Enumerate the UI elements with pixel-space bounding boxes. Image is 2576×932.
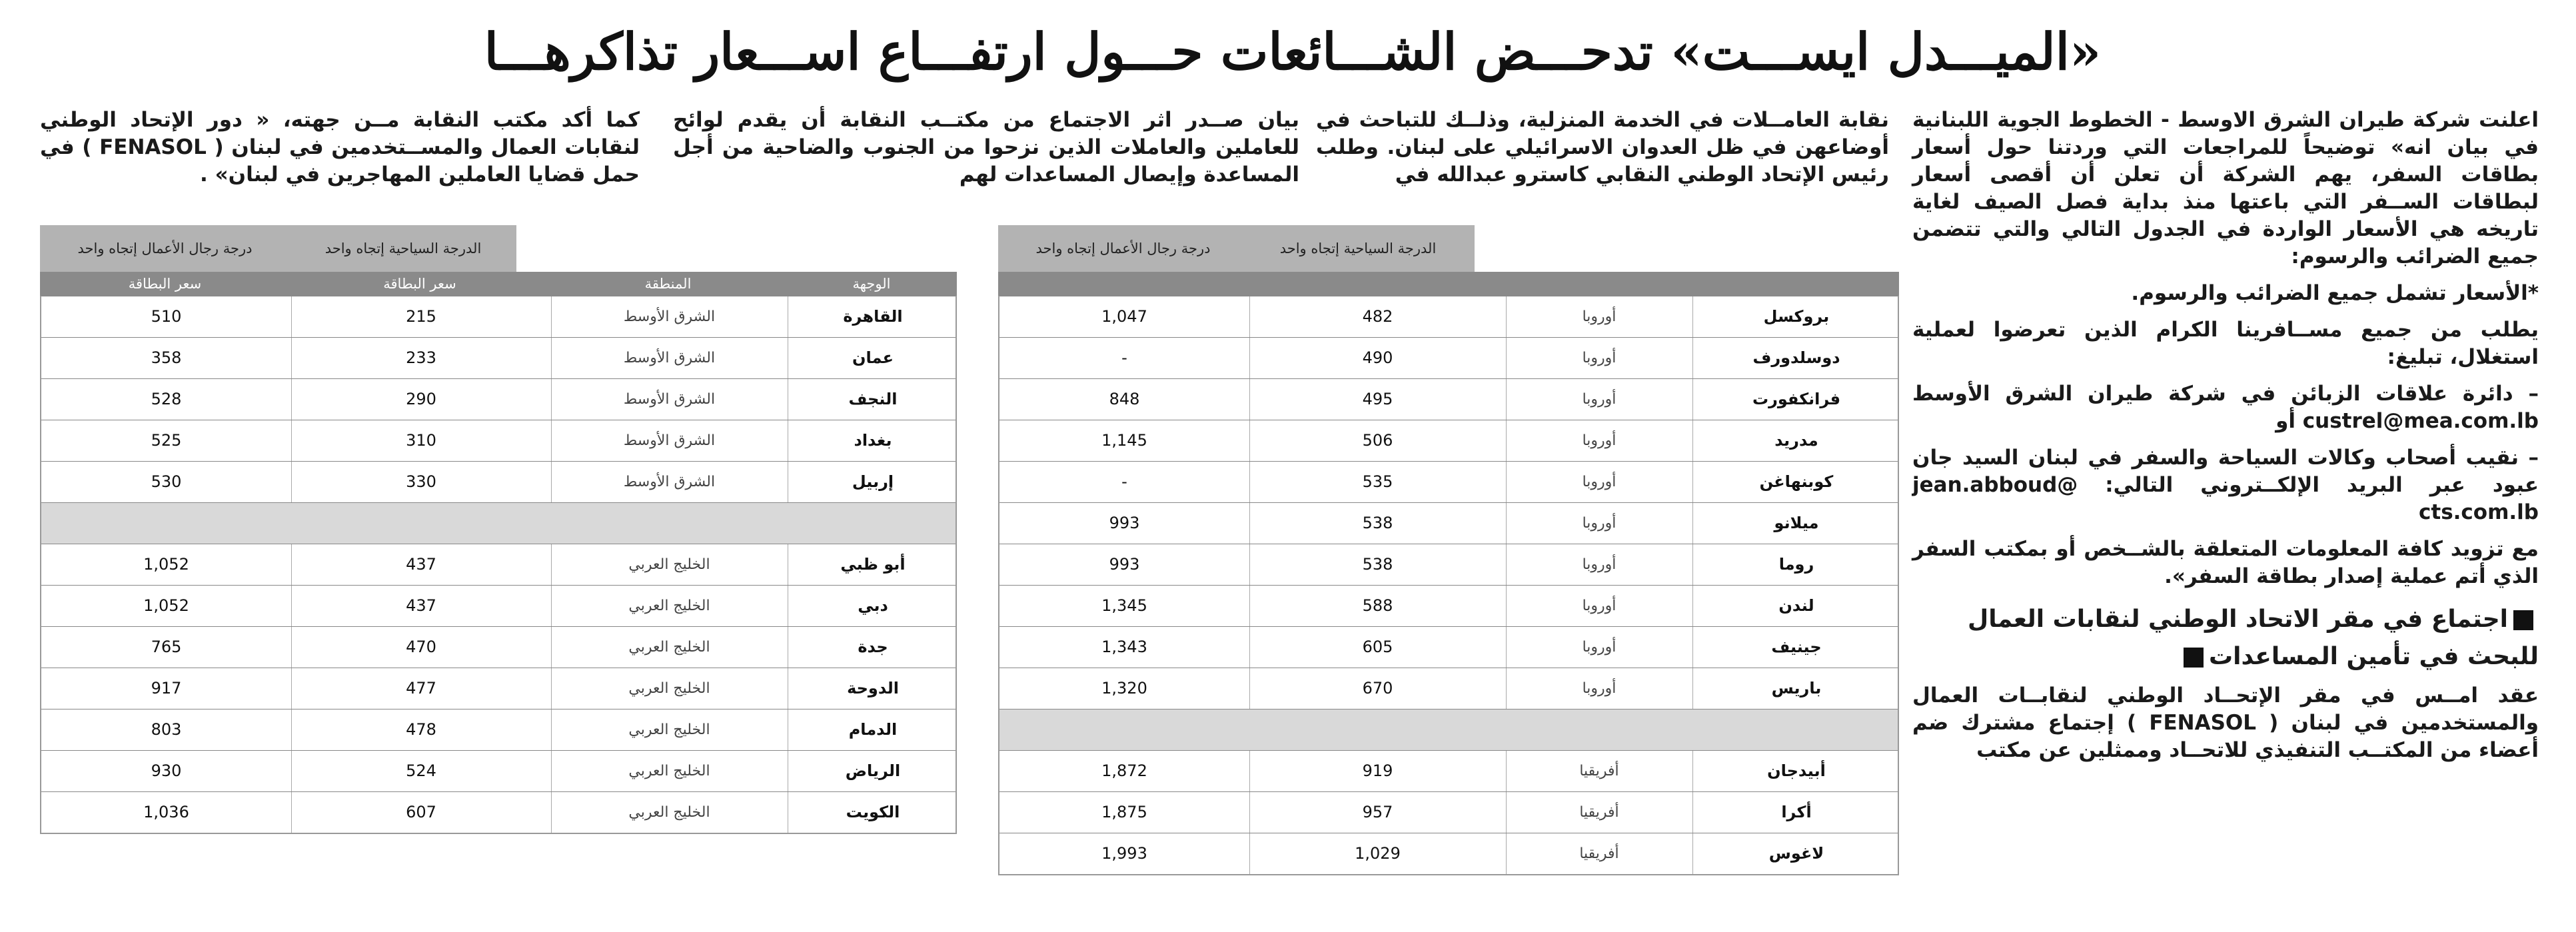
column-divider [551,627,552,668]
cell-region: أوروبا [1582,391,1616,408]
cell-economy-price: 957 [1362,803,1393,821]
cell-economy-price: 490 [1362,348,1393,367]
column-divider [1692,668,1693,709]
column-divider [1506,544,1507,585]
section-separator-row [999,709,1898,750]
column-divider [291,709,292,750]
column-divider [551,462,552,502]
column-divider [291,627,292,668]
cell-business-price: 510 [151,307,182,326]
cell-destination: ميلانو [1774,514,1819,532]
cell-destination: الدوحة [847,679,899,698]
cell-economy-price: 535 [1362,472,1393,491]
cell-economy-price: 607 [406,803,436,821]
table-tab-strip [40,225,516,272]
column-divider [1692,544,1693,585]
cell-destination: بروكسل [1763,307,1830,326]
cell-business-price: 358 [151,348,182,367]
cell-region: الشرق الأوسط [623,391,716,408]
cell-destination: النجف [848,390,898,408]
column-divider [1506,668,1507,709]
column-divider [1692,338,1693,378]
col1-paragraph-5: – نقيب أصحاب وكالات السياحة والسفر في لبنان السيد جان عبود عبر البريد الإلكــتروني التالي: @jean.abboud cts.com.lb [1912,446,2539,524]
cell-economy-price: 470 [406,638,436,656]
column-divider [1249,462,1250,502]
cell-business-price: 1,145 [1101,431,1147,450]
cell-economy-price: 482 [1362,307,1393,326]
table-row [41,378,956,420]
table-row [41,585,956,626]
article-column-3 [673,107,1299,189]
column-divider [1249,544,1250,585]
cell-business-price: - [1121,472,1127,491]
column-divider [291,338,292,378]
table-row [41,337,956,378]
table-row [999,296,1898,337]
cell-business-price: 1,036 [143,803,189,821]
col1-paragraph-1: اعلنت شركة طيران الشرق الاوسط - الخطوط الجوية اللبنانية في بيان انه» توضيحاً للمراجعات التي وردتنا حول أسعار بطاقات السفر، يهم الشركة أن تعلن أن أقصى أسعار لبطاقات الســفر التي باعتها منذ بداية فصل الصيف لغاية تاريخه هي الأسعار الواردة في الجدول التالي والتي تتضمن جميع الضرائب والرسوم: [1912,108,2539,268]
column-divider [1249,792,1250,833]
cell-region: أوروبا [1582,556,1616,573]
header-dest: الوجهة [852,276,891,292]
cell-business-price: 917 [151,679,182,698]
cell-economy-price: 605 [1362,638,1393,656]
table-header-band [998,272,1899,296]
column-divider [1506,296,1507,337]
header-region: المنطقة [644,276,692,292]
cell-destination: جدة [858,638,888,656]
cell-destination: كوبنهاغن [1759,472,1834,491]
column-divider [1249,379,1250,420]
cell-economy-price: 1,029 [1355,844,1401,863]
table-tab-strip [998,225,1475,272]
cell-business-price: 1,047 [1101,307,1147,326]
cell-destination: روما [1778,555,1814,574]
cell-economy-price: 524 [406,761,436,780]
cell-business-price: 1,993 [1101,844,1147,863]
cell-region: أفريقيا [1579,763,1619,779]
cell-region: أفريقيا [1579,804,1619,821]
column-divider [551,709,552,750]
col2-paragraph: نقابة العامــلات في الخدمة المنزلية، وذلــك للتباحث في أوضاعهن في ظل العدوان الاسرائيلي على لبنان. وطلب رئيس الإتحاد الوطني النقابي كاسترو عبدالله في [1316,108,1889,187]
cell-region: الخليج العربي [628,804,710,821]
col1-paragraph-4: – دائرة علاقات الزبائن في شركة طيران الشرق الأوسط custrel@mea.com.lb أو [1912,382,2539,433]
table-row [41,668,956,709]
column-divider [291,420,292,461]
table-row [41,626,956,668]
cell-business-price: 1,320 [1101,679,1147,698]
table-body [998,296,1899,875]
cell-destination: لندن [1778,596,1814,615]
cell-destination: أكرا [1781,803,1812,821]
article-column-2 [1316,107,1889,189]
table-row [41,709,956,750]
table-header-band [40,272,957,296]
column-divider [1692,296,1693,337]
cell-destination: الرياض [845,761,901,780]
column-divider [551,668,552,709]
fares-table-middle-east-gulf [40,225,957,866]
cell-region: الخليج العربي [628,680,710,697]
column-divider [551,751,552,791]
table-row [999,420,1898,461]
cell-business-price: 1,875 [1101,803,1147,821]
cell-business-price: 765 [151,638,182,656]
cell-economy-price: 233 [406,348,436,367]
column-divider [1692,462,1693,502]
cell-destination: إربيل [852,472,894,491]
cell-region: أوروبا [1582,680,1616,697]
column-divider [1249,420,1250,461]
cell-destination: مدريد [1774,431,1818,450]
tab-business-one-way: درجة رجال الأعمال إتجاه واحد [1035,240,1211,256]
cell-economy-price: 538 [1362,555,1393,574]
col1-paragraph-3: يطلب من جميع مســافرينا الكرام الذين تعرضوا لعملية استغلال، تبليغ: [1912,318,2539,369]
column-divider [1506,627,1507,668]
cell-region: الشرق الأوسط [623,308,716,325]
column-divider [551,544,552,585]
column-divider [1692,420,1693,461]
header-economy-price: سعر البطاقة [383,276,456,292]
column-divider [1506,792,1507,833]
cell-business-price: 930 [151,761,182,780]
column-divider [291,668,292,709]
cell-business-price: 1,345 [1101,596,1147,615]
cell-region: الشرق الأوسط [623,474,716,490]
headline: «الميـــدل ايســـت» تدحـــض الشـــائعات حـــول ارتفـــاع اســـعار تذاكرهـــا [484,22,2102,81]
cell-economy-price: 919 [1362,761,1393,780]
cell-economy-price: 538 [1362,514,1393,532]
column-divider [1692,751,1693,791]
cell-region: الخليج العربي [628,598,710,614]
column-divider [1506,462,1507,502]
table-row [999,544,1898,585]
col3-paragraph: بيان صــدر اثر الاجتماع من مكتــب النقابة أن يقدم لوائح للعاملين والعاملات الذين نزحوا من الجنوب والضاحية من أجل المساعدة وإيصال المساعدات لهم [673,108,1299,187]
column-divider [1692,792,1693,833]
cell-destination: دوسلدورف [1752,348,1840,367]
column-divider [551,379,552,420]
column-divider [551,338,552,378]
cell-economy-price: 437 [406,555,436,574]
table-row [999,337,1898,378]
cell-business-price: 1,343 [1101,638,1147,656]
column-divider [1692,503,1693,544]
column-divider [1692,833,1693,874]
col1-paragraph-6: مع تزويد كافة المعلومات المتعلقة بالشــخص أو بمكتب السفر الذي أتم عملية إصدار بطاقة السفر». [1912,537,2539,588]
cell-economy-price: 290 [406,390,436,408]
cell-destination: القاهرة [843,307,903,326]
column-divider [291,792,292,833]
column-divider [1506,503,1507,544]
cell-destination: أبو ظبي [840,555,906,574]
table-row [999,791,1898,833]
cell-destination: الدمام [848,720,898,739]
tab-economy-one-way: الدرجة السياحية إتجاه واحد [324,240,482,256]
cell-economy-price: 506 [1362,431,1393,450]
cell-region: الخليج العربي [628,721,710,738]
column-divider [291,544,292,585]
cell-economy-price: 310 [406,431,436,450]
article-column-1 [1912,107,2539,773]
column-divider [1249,503,1250,544]
cell-destination: باريس [1771,679,1822,698]
table-row [999,502,1898,544]
column-divider [1506,379,1507,420]
cell-destination: فرانكفورت [1752,390,1841,408]
cell-economy-price: 588 [1362,596,1393,615]
column-divider [1506,833,1507,874]
cell-region: أوروبا [1582,308,1616,325]
table-row [999,833,1898,874]
cell-economy-price: 330 [406,472,436,491]
cell-economy-price: 478 [406,720,436,739]
cell-region: أوروبا [1582,432,1616,449]
cell-business-price: 993 [1109,555,1140,574]
cell-region: الخليج العربي [628,639,710,656]
cell-destination: دبي [858,596,888,615]
table-row [41,461,956,502]
column-divider [1692,627,1693,668]
cell-business-price: 993 [1109,514,1140,532]
cell-region: الشرق الأوسط [623,350,716,366]
column-divider [1506,751,1507,791]
cell-region: أوروبا [1582,474,1616,490]
column-divider [1692,379,1693,420]
column-divider [1506,420,1507,461]
table-row [999,626,1898,668]
tab-business-one-way: درجة رجال الأعمال إتجاه واحد [77,240,253,256]
cell-destination: عمان [852,348,894,367]
table-row [41,791,956,833]
column-divider [291,462,292,502]
column-divider [291,751,292,791]
cell-destination: الكويت [846,803,900,821]
column-divider [1249,627,1250,668]
table-row [999,461,1898,502]
table-row [999,668,1898,709]
cell-business-price: 1,872 [1101,761,1147,780]
column-divider [551,792,552,833]
table-row [999,585,1898,626]
column-divider [551,586,552,626]
cell-destination: لاغوس [1768,844,1824,863]
table-row [41,750,956,791]
cell-business-price: 528 [151,390,182,408]
column-divider [1249,586,1250,626]
section-separator-row [41,502,956,544]
column-divider [1506,338,1507,378]
fares-table-europe-africa [998,225,1899,866]
cell-region: أفريقيا [1579,845,1619,862]
column-divider [1249,668,1250,709]
cell-region: أوروبا [1582,639,1616,656]
table-row [41,296,956,337]
cell-business-price: - [1121,348,1127,367]
cell-business-price: 1,052 [143,555,189,574]
cell-region: الشرق الأوسط [623,432,716,449]
column-divider [291,586,292,626]
tab-economy-one-way: الدرجة السياحية إتجاه واحد [1279,240,1437,256]
table-row [999,378,1898,420]
article-column-4 [40,107,640,189]
cell-region: الخليج العربي [628,763,710,779]
column-divider [1249,338,1250,378]
cell-destination: بغداد [854,431,892,450]
subheading-text: اجتماع في مقر الاتحاد الوطني لنقابات العمال للبحث في تأمين المساعدات [1968,606,2539,670]
cell-region: أوروبا [1582,598,1616,614]
column-divider [551,420,552,461]
header-business-price: سعر البطاقة [128,276,202,292]
cell-region: أوروبا [1582,515,1616,532]
column-divider [1249,751,1250,791]
cell-business-price: 530 [151,472,182,491]
table-body [40,296,957,834]
table-row [41,420,956,461]
column-divider [1506,586,1507,626]
cell-region: أوروبا [1582,350,1616,366]
cell-business-price: 1,052 [143,596,189,615]
cell-economy-price: 495 [1362,390,1393,408]
cell-business-price: 848 [1109,390,1140,408]
subheading [1912,601,2539,676]
column-divider [291,296,292,337]
column-divider [291,379,292,420]
cell-business-price: 803 [151,720,182,739]
cell-region: الخليج العربي [628,556,710,573]
cell-economy-price: 437 [406,596,436,615]
column-divider [1249,296,1250,337]
cell-destination: جينيف [1771,638,1822,656]
col4-paragraph: كما أكد مكتب النقابة مــن جهته، « دور الإتحاد الوطني لنقابات العمال والمســتخدمين في لبنان ( FENASOL ) في حمل قضايا العاملين المهاجرين في لبنان» . [40,108,640,187]
table-row [41,544,956,585]
cell-business-price: 525 [151,431,182,450]
col1-paragraph-7: عقد امــس في مقر الإتحــاد الوطني لنقابــات العمال والمستخدمين في لبنان ( FENASOL ) إجتماع مشترك ضم أعضاء من المكتــب التنفيذي للاتحــاد وممثلين عن مكتب [1912,684,2539,762]
table-row [999,750,1898,791]
square-bullet-icon [2513,610,2533,630]
col1-paragraph-2: *الأسعار تشمل جميع الضرائب والرسوم. [2131,281,2539,305]
column-divider [551,296,552,337]
column-divider [1249,833,1250,874]
cell-economy-price: 215 [406,307,436,326]
cell-destination: أبيدجان [1767,761,1826,780]
cell-economy-price: 670 [1362,679,1393,698]
square-bullet-icon [2184,648,2204,668]
cell-economy-price: 477 [406,679,436,698]
column-divider [1692,586,1693,626]
